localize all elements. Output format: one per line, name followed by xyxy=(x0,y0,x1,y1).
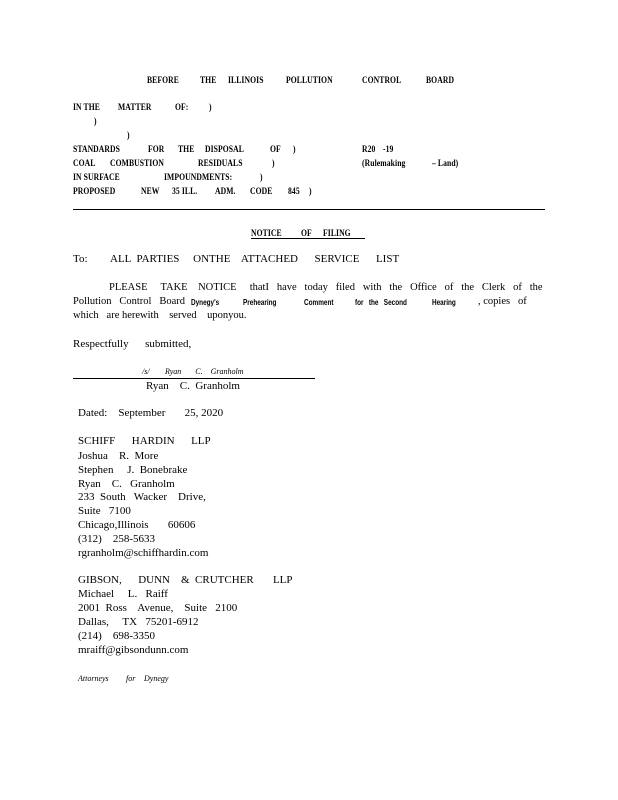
firm1-line: Suite 7100 xyxy=(78,505,131,517)
caption-of2: OF xyxy=(270,144,281,154)
filing-title-prehearing: Prehearing xyxy=(243,298,277,307)
signer-printed-name: Ryan C. Granholm xyxy=(146,380,240,392)
caption-ill: 35 ILL. xyxy=(172,186,198,196)
caption-combustion: COMBUSTION xyxy=(110,158,164,168)
respectfully-submitted: Respectfully submitted, xyxy=(73,338,192,350)
docket-number: R20 xyxy=(362,144,376,154)
caption-residuals: RESIDUALS xyxy=(198,158,243,168)
attorneys-for: for xyxy=(126,674,136,683)
to-recipients: ALL PARTIES ONTHE ATTACHED SERVICE LIST xyxy=(110,253,400,265)
firm1-line: Ryan C. Granholm xyxy=(78,478,175,490)
filing-title-hearing: Hearing xyxy=(432,298,456,307)
notice-paragraph-line2-end: , copies of xyxy=(478,296,527,307)
firm1-line: (312) 258-5633 xyxy=(78,533,155,545)
firm1-line: Joshua R. More xyxy=(78,450,159,462)
firm1-line: 233 South Wacker Drive, xyxy=(78,491,206,503)
caption-divider xyxy=(73,209,545,210)
caption-board: BOARD xyxy=(426,75,455,85)
caption-control: CONTROL xyxy=(362,75,402,85)
firm2-email: mraiff@gibsondunn.com xyxy=(78,644,189,656)
caption-the: THE xyxy=(200,75,217,85)
signature-slash-s: /s/ xyxy=(142,367,150,376)
notice-title-underline xyxy=(251,238,365,239)
caption-in-surface: IN SURFACE xyxy=(73,172,120,182)
caption-matter: MATTER xyxy=(118,102,152,112)
client-name: Dynegy xyxy=(144,674,169,683)
caption-the2: THE xyxy=(178,144,195,154)
caption-paren: ) xyxy=(309,186,312,196)
rulemaking-label: (Rulemaking xyxy=(362,158,406,168)
to-label: To: xyxy=(73,253,88,265)
caption-for: FOR xyxy=(148,144,165,154)
attorneys-label: Attorneys xyxy=(78,674,109,683)
docket-suffix: -19 xyxy=(383,144,394,154)
caption-standards: STANDARDS xyxy=(73,144,120,154)
filing-title-comment: Comment xyxy=(304,298,334,307)
caption-paren: ) xyxy=(272,158,275,168)
caption-code: CODE xyxy=(250,186,273,196)
notice-title-notice: NOTICE xyxy=(251,228,282,238)
caption-new: NEW xyxy=(141,186,160,196)
notice-title-of: OF xyxy=(301,228,312,238)
date-line: Dated: September 25, 2020 xyxy=(78,407,224,419)
caption-pollution: POLLUTION xyxy=(286,75,333,85)
caption-disposal: DISPOSAL xyxy=(205,144,244,154)
caption-paren: ) xyxy=(209,102,212,112)
caption-paren: ) xyxy=(127,130,130,140)
firm2-line: 2001 Ross Avenue, Suite 2100 xyxy=(78,602,238,614)
firm1-line: Chicago,Illinois 60606 xyxy=(78,519,196,531)
filing-title-dynegys: Dynegy's xyxy=(191,298,220,307)
caption-proposed: PROPOSED xyxy=(73,186,116,196)
caption-adm: ADM. xyxy=(215,186,236,196)
firm1-line: Stephen J. Bonebrake xyxy=(78,464,188,476)
caption-before: BEFORE xyxy=(147,75,179,85)
firm1-email: rgranholm@schiffhardin.com xyxy=(78,547,209,559)
notice-title-filing: FILING xyxy=(323,228,351,238)
firm2-line: Dallas, TX 75201-6912 xyxy=(78,616,199,628)
caption-845: 845 xyxy=(288,186,300,196)
notice-paragraph-line2-start: Pollution Control Board xyxy=(73,296,186,307)
firm-name-schiff: SCHIFF HARDIN LLP xyxy=(78,435,211,447)
caption-paren: ) xyxy=(94,116,97,126)
caption-of: OF: xyxy=(175,102,189,112)
signature-electronic: Ryan C. Granholm xyxy=(165,367,244,376)
land-label: – Land) xyxy=(432,158,459,168)
notice-paragraph-line1: PLEASE TAKE NOTICE thatI have today filed with the Office of the Clerk of the xyxy=(109,282,543,293)
caption-coal: COAL xyxy=(73,158,96,168)
caption-impoundments: IMPOUNDMENTS: xyxy=(164,172,233,182)
caption-paren: ) xyxy=(260,172,263,182)
caption-illinois: ILLINOIS xyxy=(228,75,264,85)
caption-paren: ) xyxy=(293,144,296,154)
filing-title-second: for the Second xyxy=(355,298,407,307)
firm2-line: Michael L. Raiff xyxy=(78,588,168,600)
signature-line xyxy=(73,378,315,379)
caption-in-the: IN THE xyxy=(73,102,100,112)
notice-paragraph-line3: which are herewith served uponyou. xyxy=(73,310,247,321)
firm-name-gibson: GIBSON, DUNN & CRUTCHER LLP xyxy=(78,574,293,586)
firm2-line: (214) 698-3350 xyxy=(78,630,155,642)
